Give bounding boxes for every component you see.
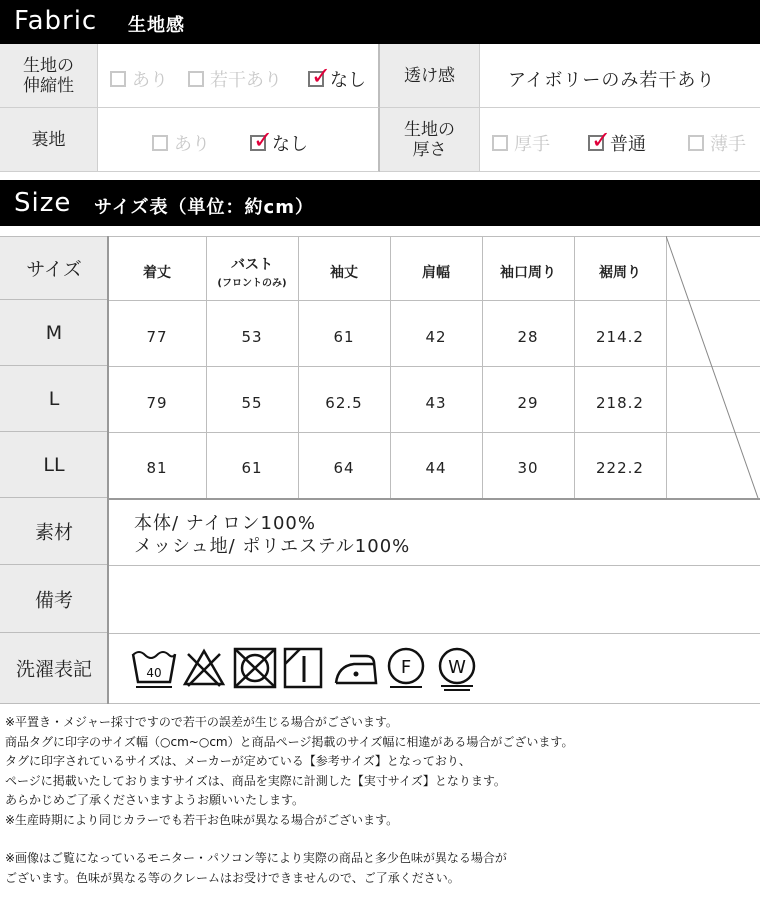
thickness-option-futsu: ✓ 普通 [588,130,646,156]
checkbox-icon [110,71,126,87]
size-row-label-ll: LL [0,432,108,498]
col-header-bust: バスト (フロントのみ) [206,254,298,289]
grid-line [108,498,760,500]
material-line2: メッシュ地/ ポリエステル100% [134,536,411,557]
care-label: 洗濯表記 [15,658,92,681]
wash-40-icon [130,646,178,690]
sheer-value: アイボリーのみ若干あり [508,70,716,91]
note-line: ※平置き・メジャー採寸ですので若干の誤差が生じる場合がございます。 [5,715,398,729]
size-row-label-l: L [0,366,108,432]
dry-clean-f-icon [384,646,428,690]
table-cell: 61 [333,328,355,346]
stretch-label-cell [0,44,98,108]
thickness-options-cell [480,108,760,172]
sheer-label: 透け感 [404,65,455,86]
col-header-sodeguchi: 袖口周り [500,265,556,281]
checkbox-icon [492,135,508,151]
wet-clean-w-icon [434,646,480,692]
note-line: ございます。色味が異なる等のクレームはお受けできませんので、ご了承ください。 [5,870,460,885]
size-title-jp: サイズ表（単位：約cm） [94,197,314,218]
stretch-options-cell [98,44,380,108]
size-title-en: Size [14,188,72,218]
table-cell: 61 [241,459,263,477]
table-cell: 43 [425,394,447,412]
note-line: 商品タグに印字のサイズ幅（○cm~○cm）と商品ページ掲載のサイズ幅に相違がある場合がございます。 [5,734,574,749]
lining-option-ari: あり [152,130,210,156]
note-line: ※生産時期により同じカラーでも若干お色味が異なる場合がございます。 [5,812,399,827]
stretch-label-line1: 生地の [23,55,74,76]
checkbox-icon [688,135,704,151]
size-corner-cell [0,236,108,300]
no-bleach-icon [182,648,226,688]
note-line: ※画像はご覧になっているモニター・パソコン等により実際の商品と多少色味が異なる場合が [5,851,507,865]
dry-clean-f-label: F [400,657,412,678]
size-corner-label: サイズ [26,258,82,280]
thickness-label-line1: 生地の [404,119,455,140]
stretch-option-jakkan: 若干あり [188,66,282,92]
no-tumble-dry-icon [232,646,278,690]
stretch-option-nashi: ✓ なし [308,66,366,92]
iron-low-icon [330,650,380,688]
fabric-header [0,0,760,44]
care-label-cell [0,633,108,704]
checkbox-icon [152,135,168,151]
col-header-katahaba: 肩幅 [422,265,450,281]
col-header-sodetake: 袖丈 [330,265,358,281]
col-header-kitake: 着丈 [143,265,171,281]
empty-column-diagonal [666,236,760,498]
table-cell: 77 [146,328,168,346]
material-label: 素材 [34,521,73,544]
note-line: あらかじめご了承くださいますようお願いいたします。 [5,793,305,807]
notes [5,713,573,888]
table-cell: 81 [146,459,168,477]
table-cell: 64 [333,459,355,477]
table-cell: 214.2 [596,328,644,346]
table-cell: 28 [517,328,539,346]
table-cell: 42 [425,328,447,346]
thickness-label-line2: 厚さ [412,139,447,160]
wet-clean-w-label: W [448,657,466,678]
grid-line [0,703,760,704]
col-header-bust-sub: (フロントのみ) [217,278,287,289]
lining-label-cell [0,108,98,172]
size-table [0,236,760,704]
size-header [0,180,760,226]
grid-line [108,565,760,566]
checked-checkbox-icon [308,71,324,87]
table-cell: 55 [241,394,263,412]
thickness-option-usude: 薄手 [688,130,746,156]
note-line: ページに掲載いたしておりますサイズは、商品を実際に計測した【実寸サイズ】となります。 [5,773,506,788]
material-value [134,512,410,558]
lining-options-cell [98,108,380,172]
grid-line [108,633,760,634]
thickness-option-atsude: 厚手 [492,130,550,156]
table-cell: 53 [241,328,263,346]
table-cell: 222.2 [596,459,644,477]
grid-line [0,236,760,237]
material-line1: 本体/ ナイロン100% [134,513,316,534]
table-cell: 62.5 [325,394,363,412]
material-label-cell [0,498,108,565]
fabric-table [0,44,760,172]
fabric-title-jp: 生地感 [128,15,185,36]
table-cell: 29 [517,394,539,412]
fabric-title-en: Fabric [14,6,98,36]
remarks-label: 備考 [34,589,73,611]
lining-label: 裏地 [31,129,66,150]
wash-temp-label: 40 [146,666,162,680]
stretch-label-line2: 伸縮性 [23,75,74,96]
remarks-label-cell [0,565,108,633]
checkbox-icon [188,71,204,87]
line-dry-shade-icon [282,646,324,690]
checked-checkbox-icon [588,135,604,151]
col-header-susomawari: 裾周り [599,265,641,281]
stretch-option-ari: あり [110,66,168,92]
care-symbols [130,644,490,694]
sheer-value-cell [480,44,760,108]
table-cell: 30 [517,459,539,477]
size-row-label-m: M [0,300,108,366]
checked-checkbox-icon [250,135,266,151]
table-cell: 79 [146,394,168,412]
lining-option-nashi: ✓ なし [250,130,308,156]
table-cell: 44 [425,459,447,477]
note-line: タグに印字されているサイズは、メーカーが定めている【参考サイズ】となっており、 [5,754,471,768]
table-cell: 218.2 [596,394,644,412]
sheer-label-cell [380,44,480,108]
thickness-label-cell [380,108,480,172]
